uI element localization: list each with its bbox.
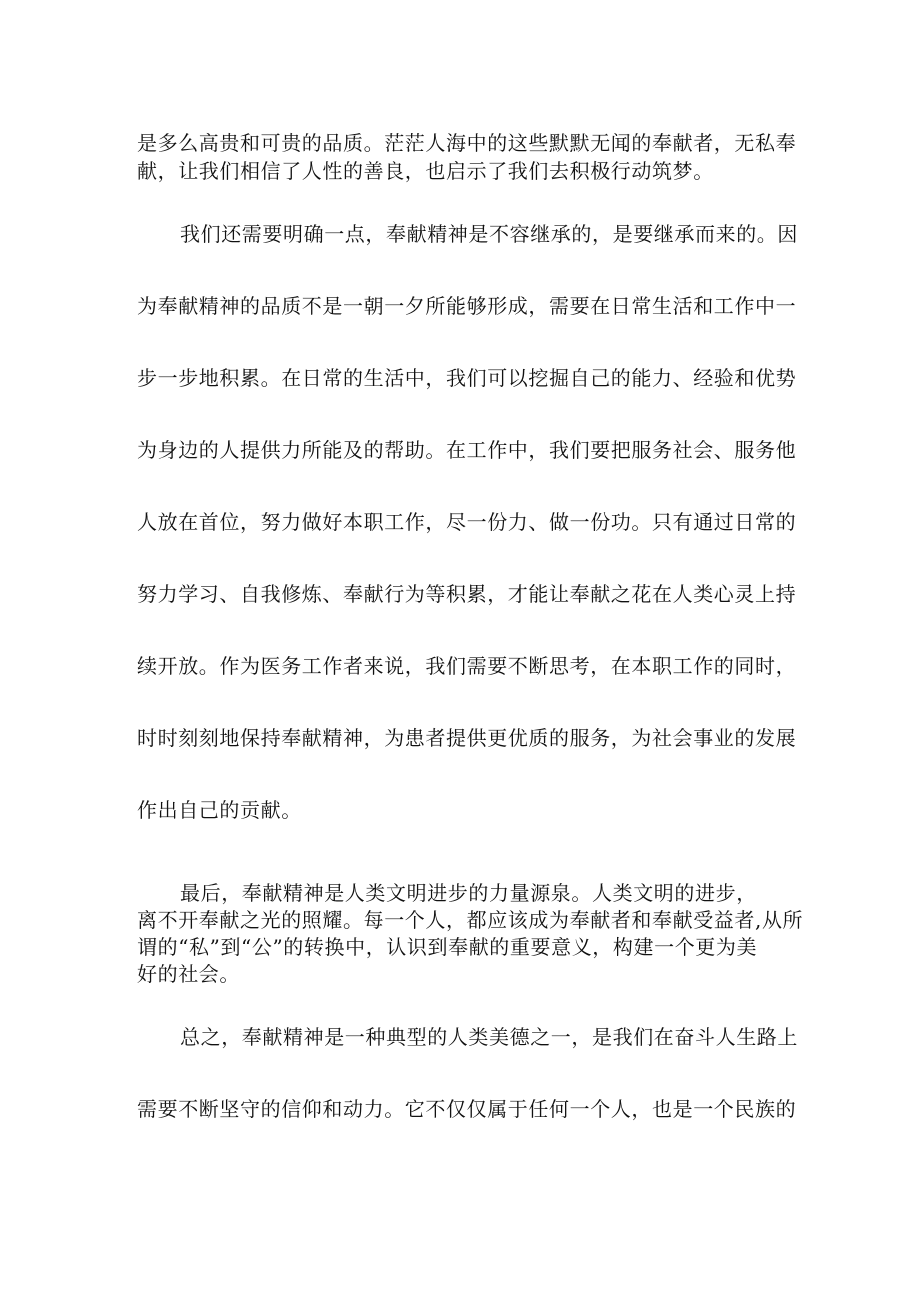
text-line: 人放在首位，努力做好本职工作，尽一份力、做一份功。只有通过日常的 — [137, 510, 797, 534]
text-line: 为奉献精神的品质不是一朝一夕所能够形成，需要在日常生活和工作中一 — [137, 294, 797, 318]
text-line: 作出自己的贡献。 — [137, 798, 302, 822]
text-line: 最后，奉献精神是人类文明进步的力量源泉。人类文明的进步， — [180, 881, 757, 905]
text-line: 总之，奉献精神是一种典型的人类美德之一，是我们在奋斗人生路上 — [180, 1025, 798, 1049]
text-line: 步一步地积累。在日常的生活中，我们可以挖掘自己的能力、经验和优势 — [137, 366, 797, 390]
text-line: 是多么高贵和可贵的品质。茫茫人海中的这些默默无闻的奉献者，无私奉 — [137, 131, 797, 155]
text-line: 需要不断坚守的信仰和动力。它不仅仅属于任何一个人，也是一个民族的 — [137, 1097, 797, 1121]
text-line: 谓的“私”到“公”的转换中，认识到奉献的重要意义，构建一个更为美 — [137, 935, 758, 959]
text-line: 献，让我们相信了人性的善良，也启示了我们去积极行动筑梦。 — [137, 159, 714, 183]
text-line: 努力学习、自我修炼、奉献行为等积累，才能让奉献之花在人类心灵上持 — [137, 582, 797, 606]
text-line: 我们还需要明确一点，奉献精神是不容继承的，是要继承而来的。因 — [180, 222, 798, 246]
text-line: 为身边的人提供力所能及的帮助。在工作中，我们要把服务社会、服务他 — [137, 438, 797, 462]
text-line: 好的社会。 — [137, 962, 240, 986]
text-line: 续开放。作为医务工作者来说，我们需要不断思考，在本职工作的同时， — [137, 654, 797, 678]
text-line: 时时刻刻地保持奉献精神，为患者提供更优质的服务，为社会事业的发展 — [137, 726, 797, 750]
text-line: 离不开奉献之光的照耀。每一个人，都应该成为奉献者和奉献受益者,从所 — [137, 908, 804, 932]
